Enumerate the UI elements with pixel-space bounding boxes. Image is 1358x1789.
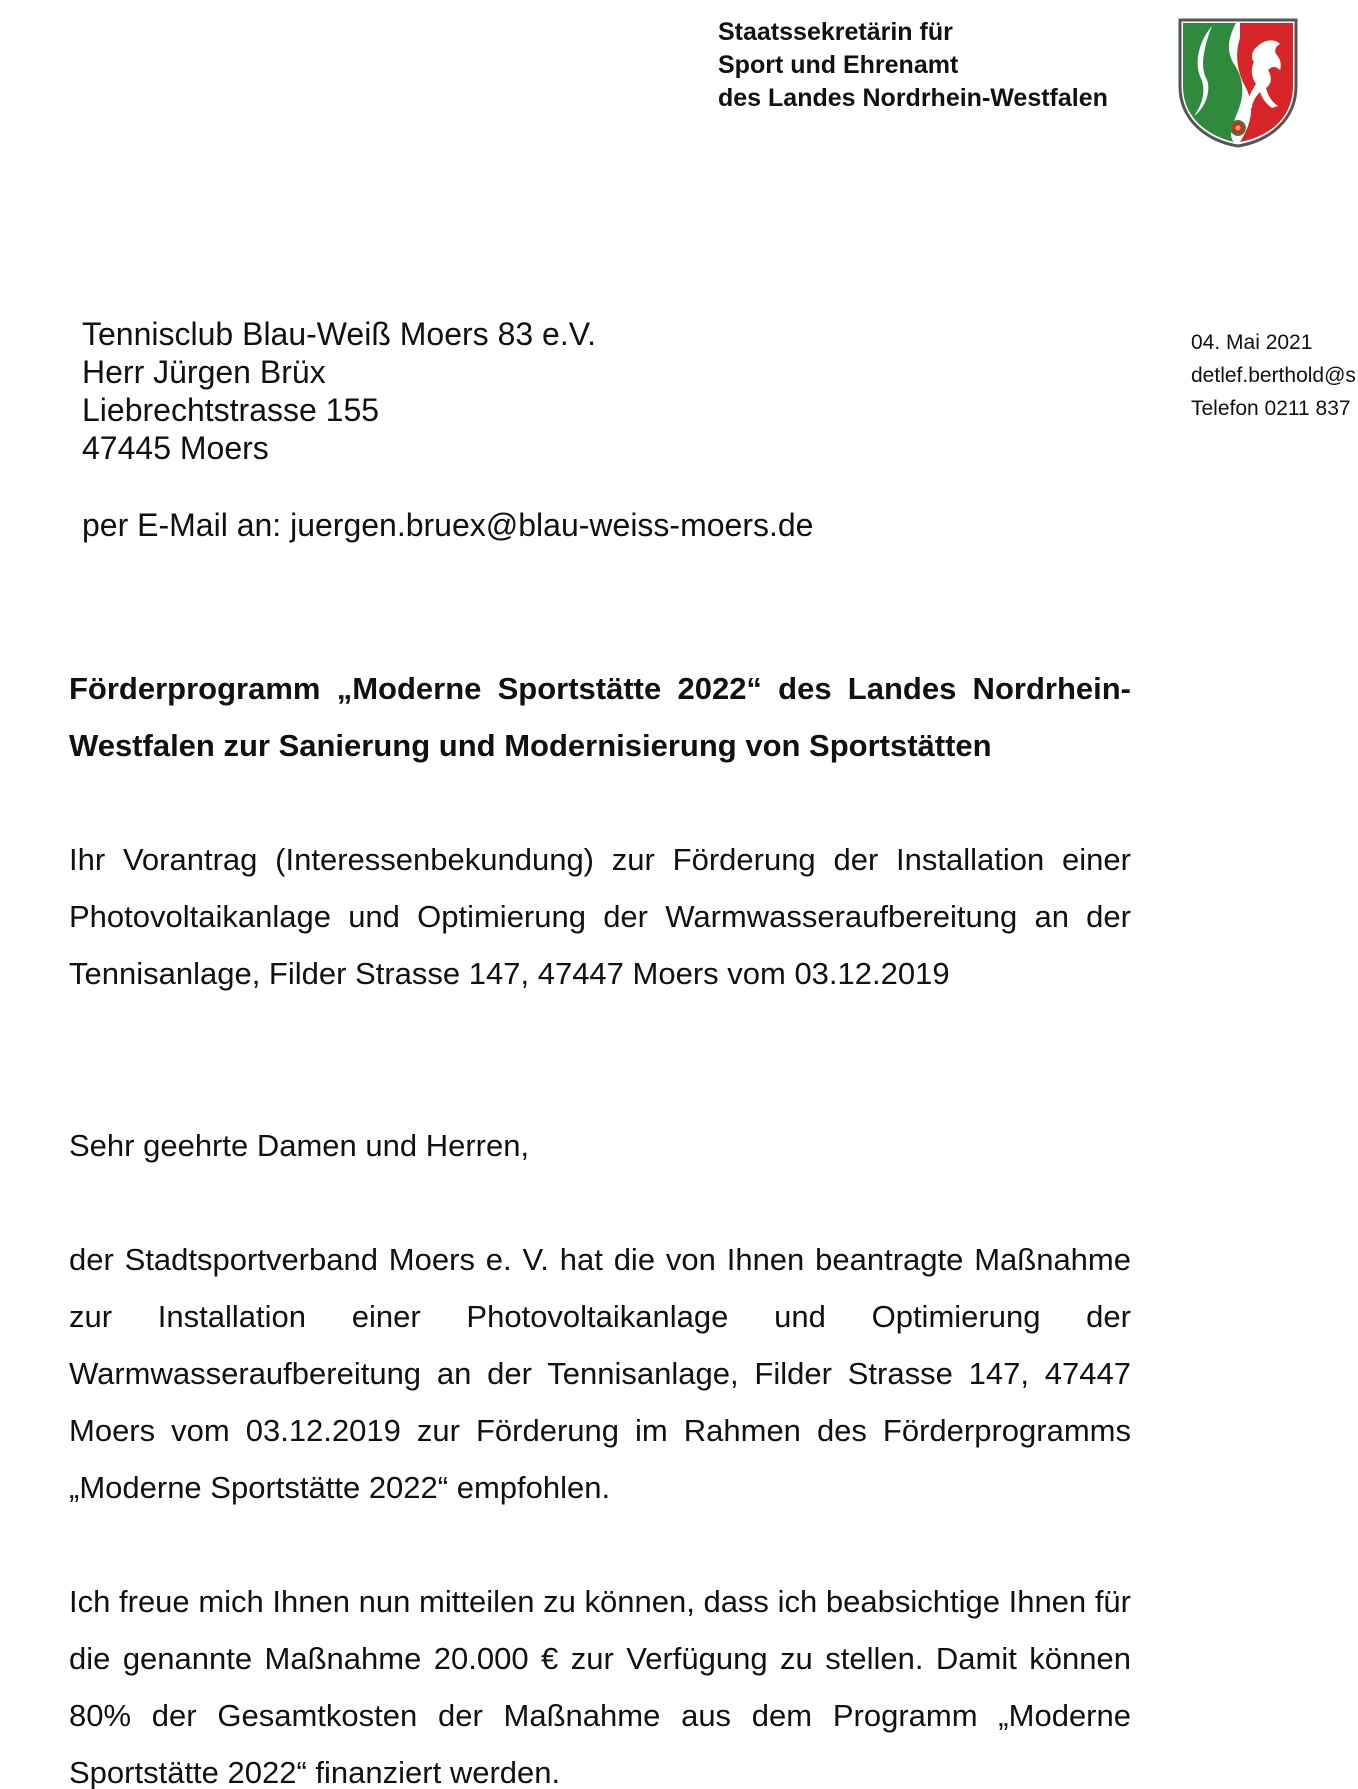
recipient-line: 47445 Moers [82,430,269,466]
recipient-line: Tennisclub Blau-Weiß Moers 83 e.V. [82,316,597,352]
body-paragraph: der Stadtsportverband Moers e. V. hat die von Ihnen beantragte Maßnahme zur Installation einer Photovoltaikanlage und Optimierung der Warmwasseraufbereitung an der Tennisanlage, Filder Strasse 147, 47447 Moers vom 03.12.2019 zur Förderung im Rahmen des Förderprogramms „Moderne Sportstätte 2022“ empfohlen. [69,1242,1131,1505]
recipient-line: Liebrechtstrasse 155 [82,392,380,428]
recipient-line: Herr Jürgen Brüx [82,354,326,390]
subject-heading: Förderprogramm „Moderne Sportstätte 2022“ des Landes Nordrhein-Westfalen zur Sanierung und Modernisierung von Sportstätten [69,671,1131,763]
email-delivery-line: per E-Mail an: juergen.bruex@blau-weiss-moers.de [82,507,814,543]
sender-line: Sport und Ehrenamt [718,51,959,79]
contact-email: detlef.berthold@s [1191,364,1356,387]
contact-phone: Telefon 0211 837 [1191,397,1351,420]
nrw-coat-of-arms-icon [1176,16,1300,150]
sender-line: Staatssekretärin für [718,18,953,46]
letter-date: 04. Mai 2021 [1191,331,1313,354]
body-paragraph: Ich freue mich Ihnen nun mitteilen zu können, dass ich beabsichtige Ihnen für die genannte Maßnahme 20.000 € zur Verfügung zu stellen. Damit können 80% der Gesamtkosten der Maßnahme aus dem Programm „Moderne Sportstätte 2022“ finanziert werden. [69,1584,1131,1789]
sender-block [718,16,1108,115]
sender-line: des Landes Nordrhein-Westfalen [718,84,1108,112]
recipient-address [82,315,596,467]
salutation: Sehr geehrte Damen und Herren, [69,1128,530,1163]
subject-reference: Ihr Vorantrag (Interessenbekundung) zur Förderung der Installation einer Photovoltaikanlage und Optimierung der Warmwasseraufbereitung an der Tennisanlage, Filder Strasse 147, 47447 Moers vom 03.12.2019 [69,842,1131,991]
letter-meta [1191,326,1356,425]
